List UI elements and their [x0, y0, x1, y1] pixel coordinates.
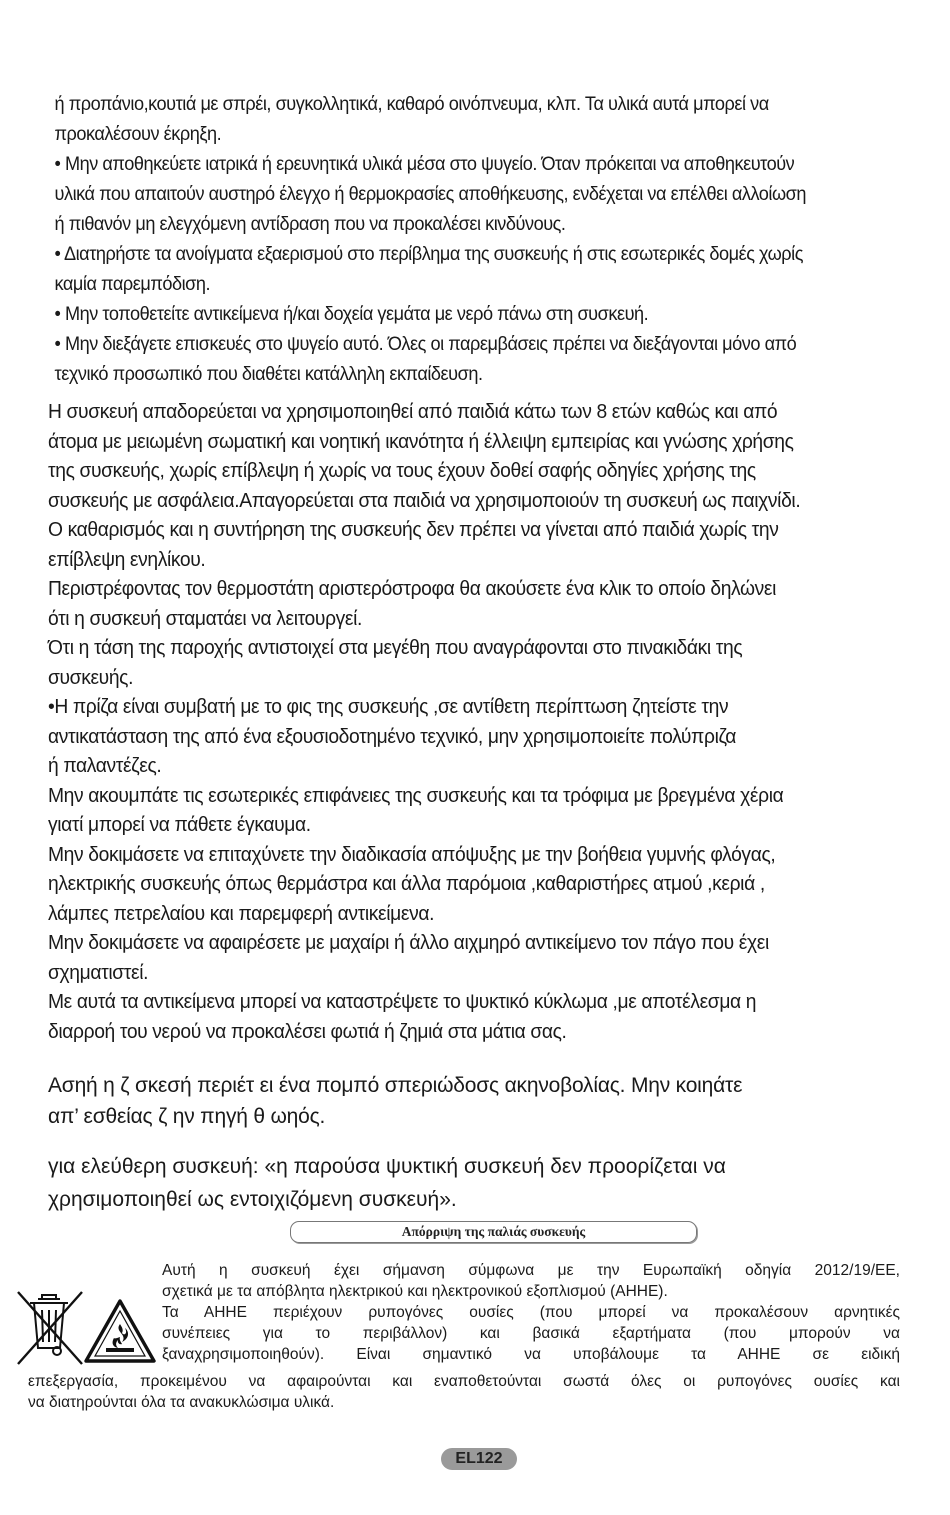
- text-line: ή πιθανόν μη ελεγχόμενη αντίδραση που να προκαλέσει κινδύνους.: [54, 213, 566, 235]
- disposal-text-line: να διατηρούνται όλα τα ανακυκλώσιμα υλικά.: [28, 1394, 335, 1411]
- text-line: Μην δοκιμάσετε να επιταχύνετε την διαδικασία απόψυξης με την βοήθεια γυμνής φλόγας,: [48, 842, 776, 866]
- text-line: • Διατηρήστε τα ανοίγματα εξαερισμού στο περίβλημα της συσκευής ή στις εσωτερικές δομές χωρίς: [54, 243, 804, 265]
- text-line: για ελεύθερη συσκευή: «η παρούσα ψυκτική συσκευή δεν προορίζεται να: [48, 1155, 726, 1178]
- text-line: ηλεκτρικής συσκευής όπως θερμάστρα και άλλα παρόμοια ,καθαριστήρες ατμού ,κεριά ,: [48, 872, 765, 895]
- text-line: άτομα με μειωμένη σωματική και νοητική ικανότητα ή έλλειψη εμπειρίας και γνώσης χρήσης: [48, 429, 794, 453]
- text-line: τεχνικό προσωπικό που διαθέτει κατάλληλη εκπαίδευση.: [54, 363, 483, 385]
- crossed-bin-icon: [16, 1290, 84, 1368]
- text-line: Ότι η τάση της παροχής αντιστοιχεί στα μεγέθη που αναγράφονται στο πινακιδάκι της: [48, 636, 743, 659]
- flammable-warning-icon: [84, 1298, 156, 1364]
- text-line: ή παλαντέζες.: [48, 754, 162, 777]
- text-line: Περιστρέφοντας τον θερμοστάτη αριστερόστροφα θα ακούσετε ένα κλικ το οποίο δηλώνει: [48, 577, 777, 600]
- text-line: • Μην αποθηκεύετε ιατρικά ή ερευνητικά υλικά μέσα στο ψυγείο. Όταν πρόκειται να αποθηκευτούν: [54, 153, 795, 175]
- text-line: Μην δοκιμάσετε να αφαιρέσετε με μαχαίρι ή άλλο αιχμηρό αντικείμενο τον πάγο που έχει: [48, 931, 769, 954]
- text-line: υλικά που απαιτούν αυστηρό έλεγχο ή θερμοκρασίες αποθήκευσης, ενδέχεται να επέλθει αλλοίωση: [54, 183, 807, 205]
- text-line: •Η πρίζα είναι συμβατή με το φις της συσκευής ,σε αντίθετη περίπτωση ζητείστε την: [48, 695, 729, 718]
- text-line: επίβλεψη ενηλίκου.: [48, 547, 206, 571]
- text-line: Αυτή η συσκευή έχει σήμανση σύμφωνα με την Ευρωπαϊκή οδηγία 2012/19/ΕΕ,: [162, 1262, 900, 1279]
- freestanding-note: [48, 1150, 898, 1216]
- text-line: προκαλέσουν έκρηξη.: [54, 123, 222, 145]
- text-line: της συσκευής, χωρίς επίβλεψη ή χωρίς να τους έχουν δοθεί σαφής οδηγίες χρήσης της: [48, 459, 756, 482]
- radiation-warning: [48, 1070, 898, 1132]
- text-line: γιατί μπορεί να πάθετε έγκαυμα.: [48, 813, 311, 836]
- text-line: Με αυτά τα αντικείμενα μπορεί να καταστρέψετε το ψυκτικό κύκλωμα ,με αποτέλεσμα η: [48, 990, 757, 1013]
- safety-notes-group2: [48, 397, 894, 1046]
- text-line: • Μην τοποθετείτε αντικείμενα ή/και δοχεία γεμάτα με νερό πάνω στη συσκευή.: [54, 303, 649, 325]
- text-line: διαρροή του νερού να προκαλέσει φωτιά ή ζημιά στα μάτια σας.: [48, 1019, 567, 1043]
- disposal-text-line: ξαναχρησιμοποιηθούν). Είναι σημαντικό να υποβάλουμε τα ΑΗΗΕ σε ειδική: [162, 1346, 900, 1363]
- text-line: καμία παρεμπόδιση.: [54, 273, 211, 295]
- disposal-text-line: σχετικά με τα απόβλητα ηλεκτρικού και ηλεκτρονικού εξοπλισμού (ΑΗΗΕ).: [162, 1283, 668, 1300]
- text-line: • Μην διεξάγετε επισκευές στο ψυγείο αυτό. Όλες οι παρεμβάσεις πρέπει να διεξάγονται μόνο από: [54, 333, 797, 355]
- disposal-text-block: [162, 1260, 900, 1281]
- text-line: Η συσκευή απαδορεύεται να χρησιμοποιηθεί από παιδιά κάτω των 8 ετών καθώς και από: [48, 400, 778, 423]
- text-line: ότι η συσκευή σταματάει να λειτουργεί.: [48, 606, 363, 630]
- disposal-text-line: Τα ΑΗΗΕ περιέχουν ρυπογόνες ουσίες (που μπορεί να προκαλέσουν αρνητικές: [162, 1304, 900, 1321]
- text-line: λάμπες πετρελαίου και παρεμφερή αντικείμενα.: [48, 901, 435, 925]
- page-number: EL122: [441, 1448, 517, 1470]
- text-line: Ασηή η ζ σκεσή περιέτ ει ένα πομπό σπεριώδοσς ακηνοβολίας. Μην κοιηάτε: [48, 1074, 743, 1097]
- text-line: Μην ακουμπάτε τις εσωτερικές επιφάνειες της συσκευής και τα τρόφιμα με βρεγμένα χέρια: [48, 783, 784, 807]
- text-line: Ο καθαρισμός και η συντήρηση της συσκευής δεν πρέπει να γίνεται από παιδιά χωρίς την: [48, 518, 779, 541]
- safety-notes-group1: [48, 89, 890, 389]
- disposal-text-line: συνέπειες για το περιβάλλον) και βασικά εξαρτήματα (που μπορούν να: [162, 1325, 900, 1342]
- text-line: ή προπάνιο,κουτιά με σπρέι, συγκολλητικά, καθαρό οινόπνευμα, κλπ. Τα υλικά αυτά μπορεί να: [54, 93, 769, 115]
- text-line: χρησιμοποιηθεί ως εντοιχιζόμενη συσκευή».: [48, 1188, 457, 1211]
- text-line: απ’ εσθείας ζ ην πηγή θ ωηός.: [48, 1105, 326, 1128]
- text-line: συσκευής.: [48, 665, 134, 689]
- disposal-section-title: Απόρριψη της παλιάς συσκευής: [290, 1221, 697, 1243]
- disposal-text-line: επεξεργασία, προκειμένου να αφαιρούνται και εναποθετούνται σωστά όλες οι ρυπογόνες ουσίες και: [28, 1373, 900, 1390]
- text-line: σχηματιστεί.: [48, 960, 149, 984]
- text-line: συσκευής με ασφάλεια.Απαγορεύεται στα παιδιά να χρησιμοποιούν τη συσκευή ως παιχνίδι.: [48, 488, 801, 512]
- text-line: αντικατάσταση της από ένα εξουσιοδοτημένο τεχνικό, μην χρησιμοποιείτε πολύπριζα: [48, 724, 737, 748]
